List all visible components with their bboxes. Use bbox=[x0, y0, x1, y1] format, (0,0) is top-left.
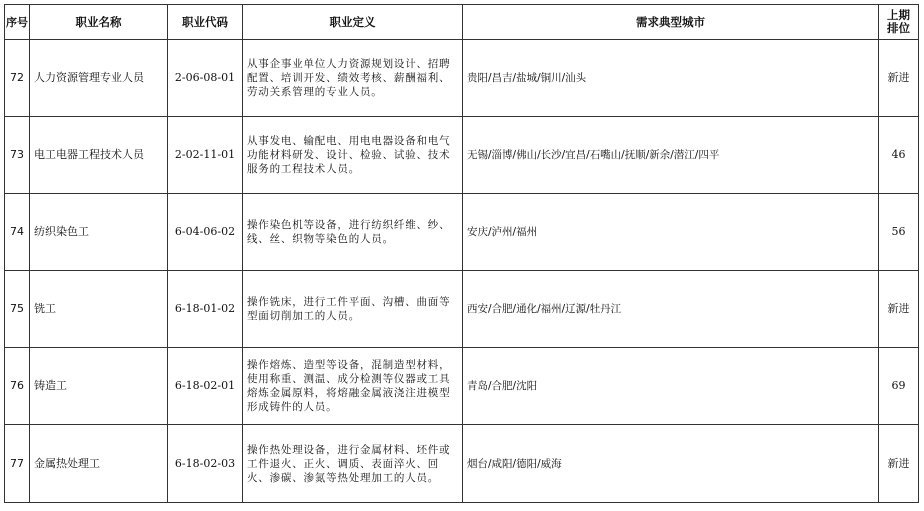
row-definition: 操作铣床，进行工件平面、沟槽、曲面等型面切削加工的人员。 bbox=[243, 271, 463, 348]
row-cities: 烟台/咸阳/德阳/威海 bbox=[463, 425, 879, 503]
table-header-row bbox=[5, 5, 919, 40]
row-prev-rank: 新进 bbox=[879, 271, 919, 348]
row-prev-rank: 46 bbox=[879, 117, 919, 194]
row-cities: 青岛/合肥/沈阳 bbox=[463, 348, 879, 425]
row-seq: 73 bbox=[5, 117, 30, 194]
row-prev-rank: 69 bbox=[879, 348, 919, 425]
row-cities: 安庆/泸州/福州 bbox=[463, 194, 879, 271]
header-code: 职业代码 bbox=[168, 5, 243, 40]
row-occupation-code: 2-06-08-01 bbox=[168, 40, 243, 117]
header-definition: 职业定义 bbox=[243, 5, 463, 40]
row-occupation-name: 铣工 bbox=[30, 271, 168, 348]
row-definition: 操作熔炼、造型等设备，混制造型材料，使用称重、测温、成分检测等仪器或工具熔炼金属原料，将熔融金属液浇注进模型形成铸件的人员。 bbox=[243, 348, 463, 425]
row-seq: 72 bbox=[5, 40, 30, 117]
row-seq: 74 bbox=[5, 194, 30, 271]
row-occupation-code: 2-02-11-01 bbox=[168, 117, 243, 194]
row-occupation-name: 铸造工 bbox=[30, 348, 168, 425]
table-row bbox=[5, 271, 919, 348]
row-occupation-name: 金属热处理工 bbox=[30, 425, 168, 503]
header-seq: 序号 bbox=[5, 5, 30, 40]
row-definition: 从事发电、输配电、用电电器设备和电气功能材料研发、设计、检验、试验、技术服务的工程技术人员。 bbox=[243, 117, 463, 194]
row-seq: 75 bbox=[5, 271, 30, 348]
row-occupation-code: 6-18-02-01 bbox=[168, 348, 243, 425]
table-row bbox=[5, 425, 919, 503]
occupation-table bbox=[4, 4, 919, 503]
table-row bbox=[5, 40, 919, 117]
row-cities: 贵阳/昌吉/盐城/铜川/汕头 bbox=[463, 40, 879, 117]
row-prev-rank: 新进 bbox=[879, 425, 919, 503]
row-cities: 无锡/淄博/佛山/长沙/宜昌/石嘴山/抚顺/新余/潜江/四平 bbox=[463, 117, 879, 194]
row-prev-rank: 新进 bbox=[879, 40, 919, 117]
row-occupation-code: 6-18-02-03 bbox=[168, 425, 243, 503]
header-prev-rank: 上期排位 bbox=[879, 5, 919, 40]
header-cities: 需求典型城市 bbox=[463, 5, 879, 40]
table-row bbox=[5, 194, 919, 271]
header-name: 职业名称 bbox=[30, 5, 168, 40]
row-definition: 操作染色机等设备，进行纺织纤维、纱、线、丝、织物等染色的人员。 bbox=[243, 194, 463, 271]
row-cities: 西安/合肥/通化/福州/辽源/牡丹江 bbox=[463, 271, 879, 348]
row-definition: 从事企事业单位人力资源规划设计、招聘配置、培训开发、绩效考核、薪酬福利、劳动关系管理的专业人员。 bbox=[243, 40, 463, 117]
row-occupation-name: 人力资源管理专业人员 bbox=[30, 40, 168, 117]
row-seq: 76 bbox=[5, 348, 30, 425]
row-occupation-name: 电工电器工程技术人员 bbox=[30, 117, 168, 194]
row-seq: 77 bbox=[5, 425, 30, 503]
row-prev-rank: 56 bbox=[879, 194, 919, 271]
row-definition: 操作热处理设备，进行金属材料、坯件或工件退火、正火、调质、表面淬火、回火、渗碳、渗氮等热处理加工的人员。 bbox=[243, 425, 463, 503]
table-row bbox=[5, 117, 919, 194]
row-occupation-name: 纺织染色工 bbox=[30, 194, 168, 271]
table-row bbox=[5, 348, 919, 425]
row-occupation-code: 6-04-06-02 bbox=[168, 194, 243, 271]
row-occupation-code: 6-18-01-02 bbox=[168, 271, 243, 348]
